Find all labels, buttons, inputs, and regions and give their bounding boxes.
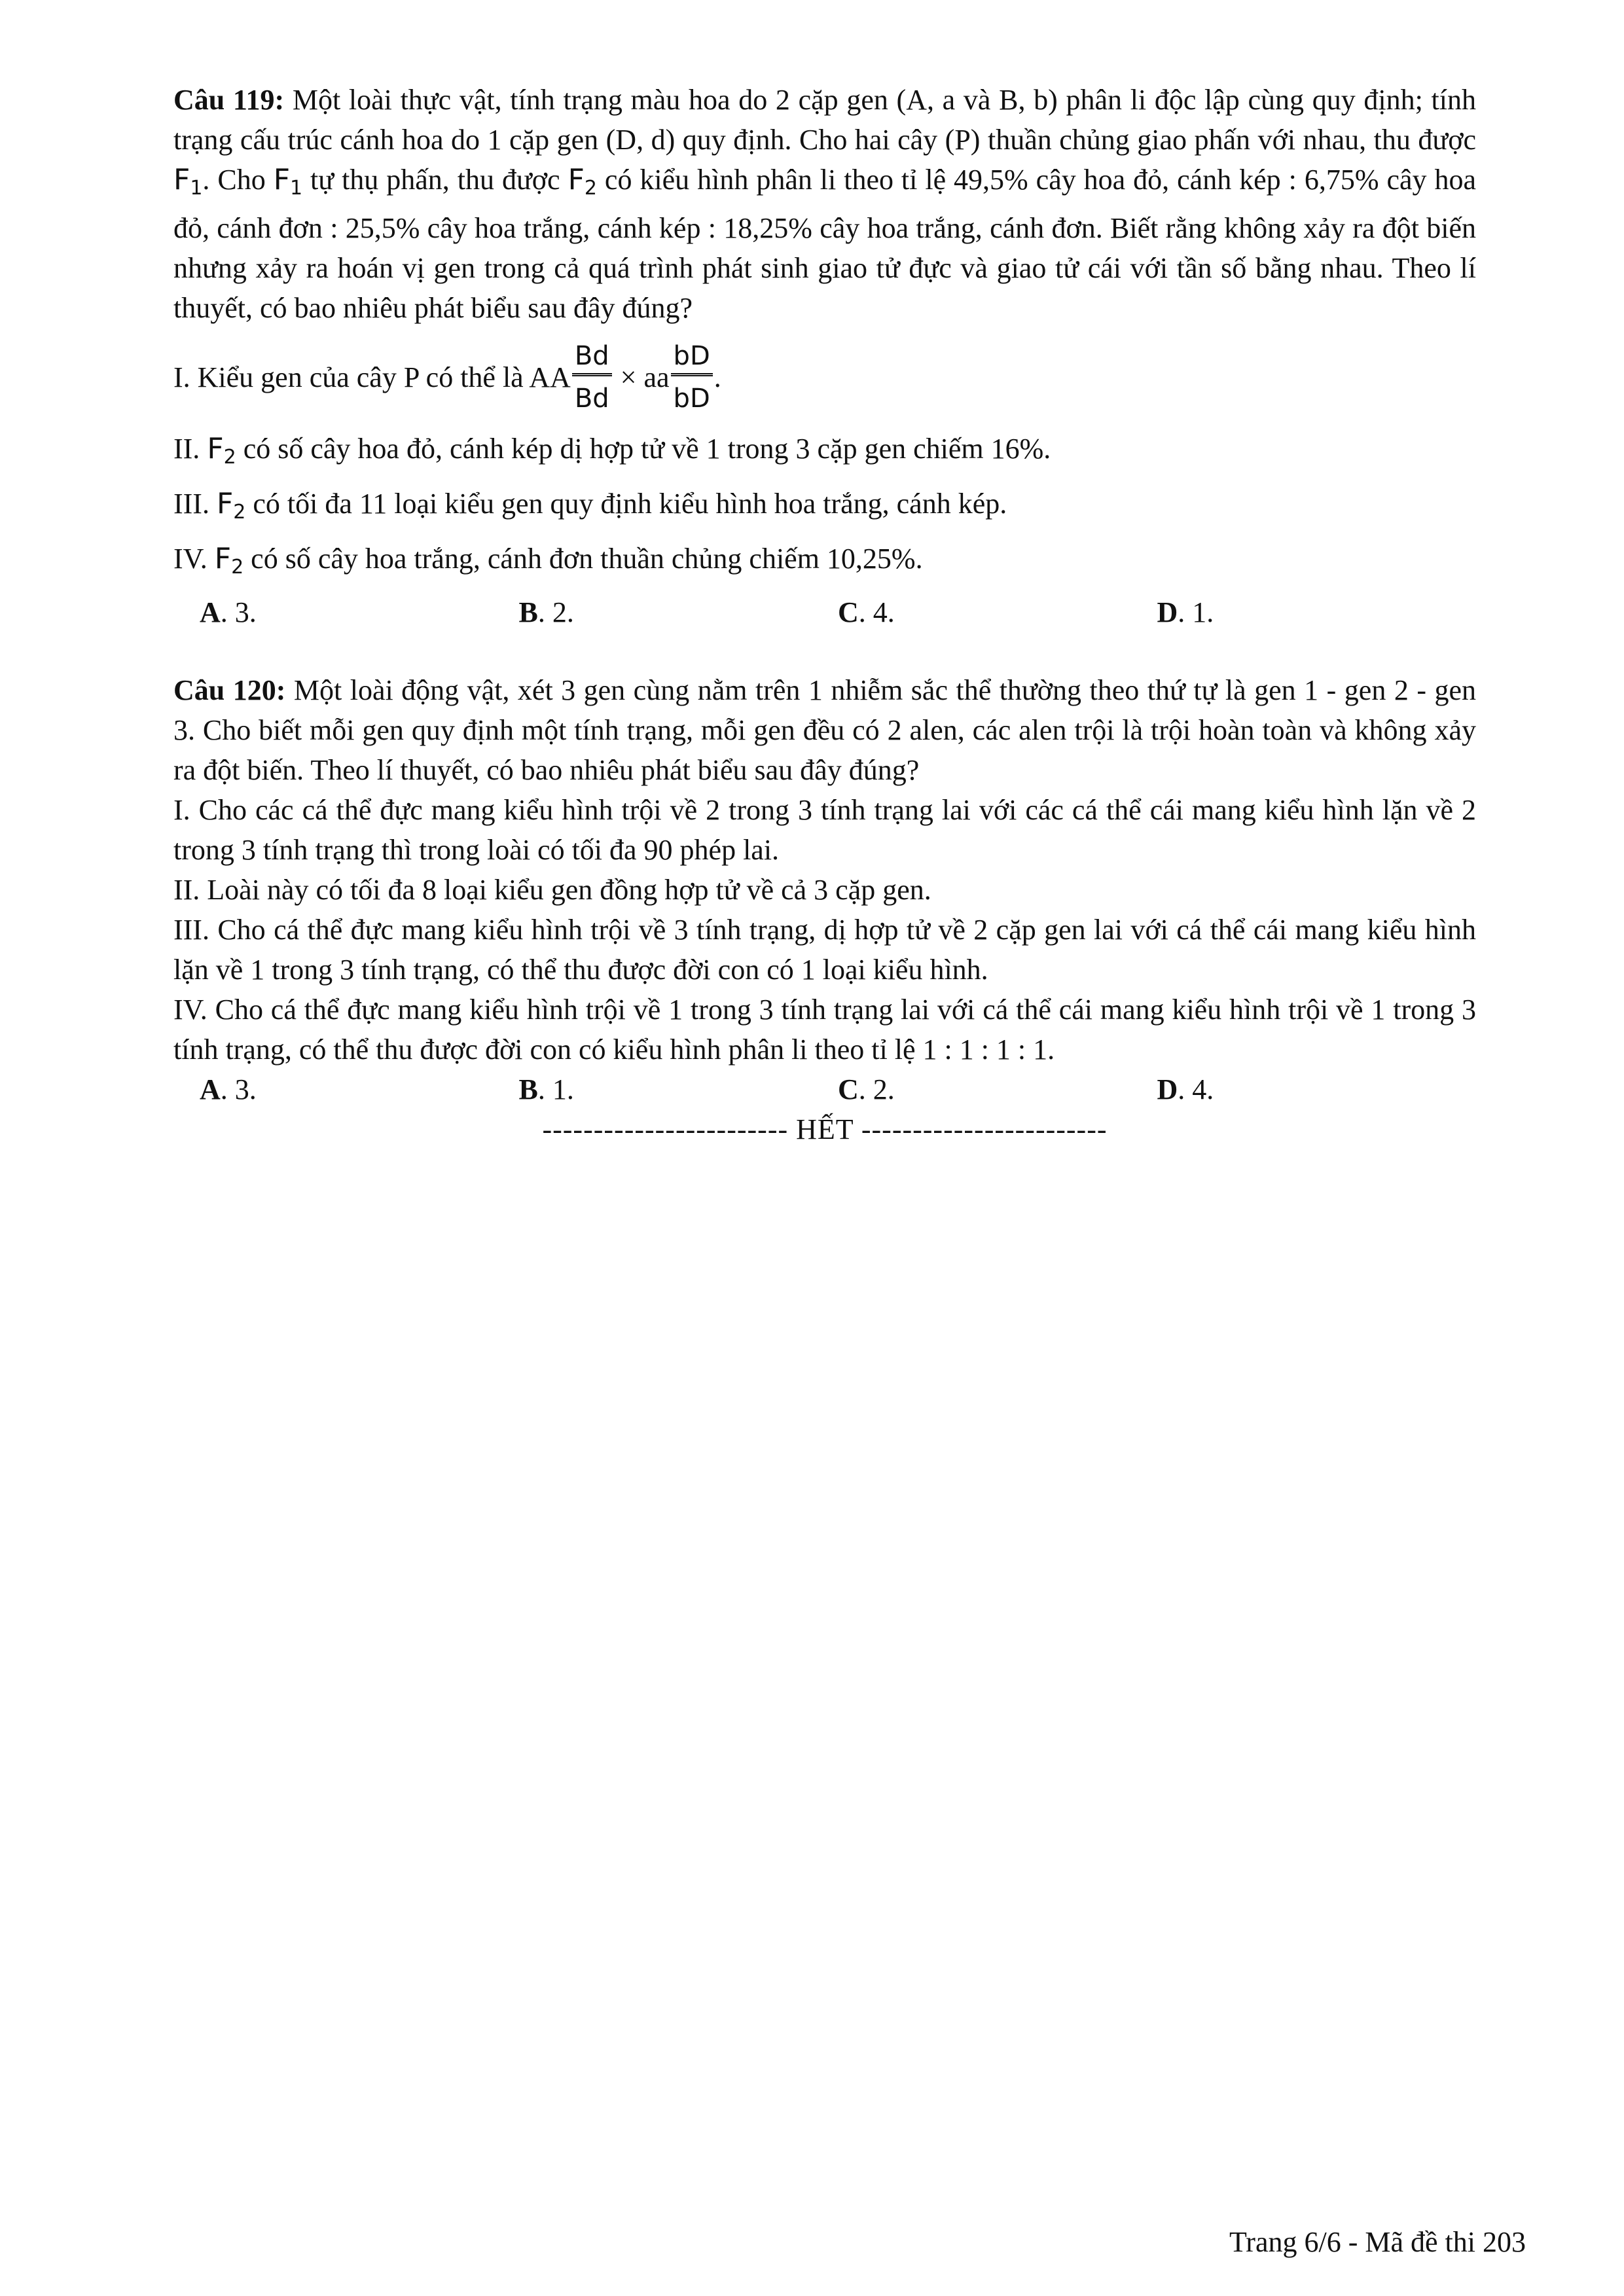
fraction-1-numerator: Bd [572,343,612,376]
end-marker: ------------------------ HẾT ------------------------ [542,1113,1108,1145]
question-119-text-part1: Một loài thực vật, tính trạng màu hoa do 2 cặp gen (A, a và B, b) phân li độc lập cùng quy định; tính trạng cấu trúc cánh hoa do 1 cặp gen (D, d) quy định. Cho hai cây (P) thuần chủng giao phấn với nhau, thu được [173,84,1476,156]
fraction-1-denominator: Bd [574,383,609,414]
answers-119 [200,592,1476,632]
question-120-label: Câu 120: [173,674,286,706]
question-119-stem [173,80,1476,328]
question-120-stem [173,670,1476,790]
answer-option-b[interactable]: B. 2. [518,596,574,628]
answer-option-d[interactable]: D. 4. [1157,1073,1214,1105]
page-footer: Trang 6/6 - Mã đề thi 203 [1229,2226,1526,2258]
answer-option-c[interactable]: C. 2. [838,1073,895,1105]
statement-119-2: II. $F_2$ có số cây hoa đỏ, cánh kép dị hợp tử về 1 trong 3 cặp gen chiếm 16%. [173,432,1051,469]
fraction-2-denominator: bD [673,383,710,414]
answers-120 [200,1069,1476,1109]
answer-option-a[interactable]: A. 3. [200,596,257,628]
statement-120-1: I. Cho các cá thể đực mang kiểu hình trội về 2 trong 3 tính trạng lai với các cá thể cái mang kiểu hình lặn về 2 trong 3 tính trạng thì trong loài có tối đa 90 phép lai. [173,794,1476,866]
answer-option-d[interactable]: D. 1. [1157,596,1214,628]
statement-120-4: IV. Cho cá thể đực mang kiểu hình trội về 1 trong 3 tính trạng lai với cá thể cái mang kiểu hình trội về 1 trong 3 tính trạng, có thể thu được đời con có kiểu hình phân li theo tỉ lệ 1 : 1 : 1 : 1. [173,994,1476,1066]
statement-119-4: IV. $F_2$ có số cây hoa trắng, cánh đơn thuần chủng chiếm 10,25%. [173,542,923,579]
question-119-label: Câu 119: [173,84,285,116]
f1-symbol: $F_1$ [173,163,203,200]
exam-page [173,80,1476,1149]
f1-symbol-2: $F_1$ [273,163,303,200]
answer-option-b[interactable]: B. 1. [518,1073,574,1105]
fraction-2-numerator: bD [671,343,713,376]
statement-119-1 [173,328,1476,426]
f2-symbol: $F_2$ [568,163,597,200]
statement-120-3: III. Cho cá thể đực mang kiểu hình trội về 3 tính trạng, dị hợp tử về 2 cặp gen lai với cá thể cái mang kiểu hình lặn về 1 trong 3 tính trạng, có thể thu được đời con có 1 loại kiểu hình. [173,914,1476,986]
genotype-fraction-1 [572,340,612,414]
answer-option-a[interactable]: A. 3. [200,1073,257,1105]
genotype-fraction-2 [671,340,713,414]
statement-119-3: III. $F_2$ có tối đa 11 loại kiểu gen quy định kiểu hình hoa trắng, cánh kép. [173,487,1007,524]
statement-119-1-prefix: I. Kiểu gen của cây P có thể là AA [173,361,571,393]
statement-120-2: II. Loài này có tối đa 8 loại kiểu gen đồng hợp tử về cả 3 cặp gen. [173,874,931,906]
question-120-text: Một loài động vật, xét 3 gen cùng nằm trên 1 nhiễm sắc thể thường theo thứ tự là gen 1 - gen 2 - gen 3. Cho biết mỗi gen quy định một tính trạng, mỗi gen đều có 2 alen, các alen trội là trội hoàn toàn và không xảy ra đột biến. Theo lí thuyết, có bao nhiêu phát biểu sau đây đúng? [173,674,1476,786]
answer-option-c[interactable]: C. 4. [838,596,895,628]
cross-symbol: × aa [613,361,670,393]
question-119-text-part3: tự thụ phấn, thu được [302,164,568,196]
question-119-text-part4: có kiểu hình phân li theo tỉ lệ 49,5% cây hoa đỏ, cánh kép : 6,75% cây hoa đỏ, cánh đơn : 25,5% cây hoa trắng, cánh kép : 18,25% cây hoa trắng, cánh đơn. Biết rằng không xảy ra đột biến nhưng xảy ra hoán vị gen trong cả quá trình phát sinh giao tử đực và giao tử cái với tần số bằng nhau. Theo lí thuyết, có bao nhiêu phát biểu sau đây đúng? [173,164,1476,324]
statement-119-1-end: . [713,361,721,393]
question-119-text-part2: . Cho [202,164,274,196]
